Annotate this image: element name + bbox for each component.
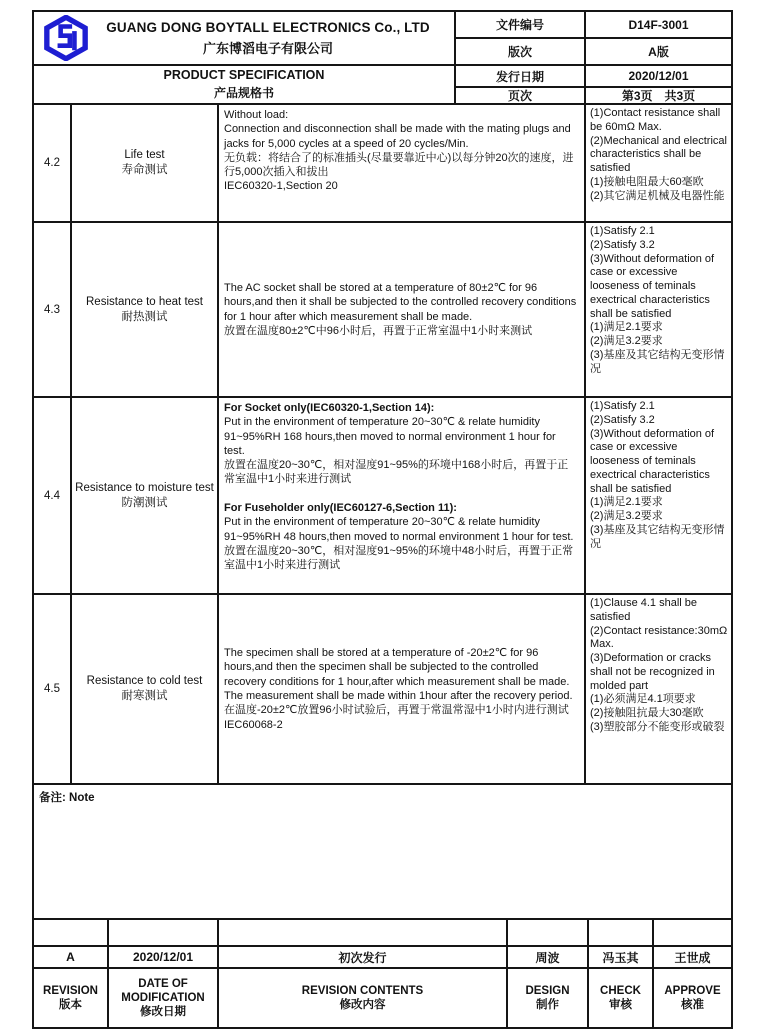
criteria-line: (3)Without deformation of case or excessive looseness of teminals exectrical characteristics shall be satisfied <box>590 252 715 320</box>
description-line: For Fuseholder only(IEC60127-6,Section 11): <box>224 502 457 515</box>
criteria-line: (3)基座及其它结构无变形情况 <box>590 523 725 550</box>
description-line: Connection and disconnection shall be made with the mating plugs and jacks for 5,000 cycles at a speed of 20 cycles/Min. <box>224 123 571 150</box>
criteria-line: (2)满足3.2要求 <box>590 335 663 347</box>
revision-contents: 初次发行 <box>219 947 508 969</box>
revision-header-line: 制作 <box>536 999 559 1011</box>
spec-test-row <box>34 223 731 398</box>
revision-header-cell <box>219 969 508 1027</box>
description-line: IEC60068-2 <box>224 718 283 731</box>
revision-header-line: REVISION <box>43 984 98 997</box>
test-name-zh: 耐寒测试 <box>121 690 168 702</box>
revision-empty-cell <box>654 920 731 947</box>
criteria-line: (1)满足2.1要求 <box>590 496 663 509</box>
spec-test-row <box>34 105 731 223</box>
company-name-zh: 广东博滔电子有限公司 <box>202 40 333 56</box>
description-line <box>224 487 578 501</box>
test-name <box>72 223 219 396</box>
criteria-line: (2)满足3.2要求 <box>590 510 663 522</box>
criteria-line: (1)满足2.1要求 <box>590 321 663 334</box>
spec-test-row <box>34 398 731 595</box>
revision-header-cell <box>34 969 109 1027</box>
revision-table <box>34 920 731 1027</box>
criteria-line: (1)Satisfy 2.1 <box>590 225 655 237</box>
test-description <box>219 223 586 396</box>
description-line: 在温度-20±2℃放置96小时试验后，再置于常温常湿中1小时内进行测试 <box>224 704 569 717</box>
revision-header-line: REVISION CONTENTS <box>301 984 424 997</box>
criteria-line: (3)Deformation or cracks shall not be recognized in molded part <box>590 652 715 692</box>
test-number: 4.3 <box>34 223 72 396</box>
test-number: 4.4 <box>34 398 72 593</box>
revision-header-cell <box>654 969 731 1027</box>
test-name-en: Resistance to moisture test <box>75 481 214 494</box>
test-name-zh: 寿命测试 <box>121 164 168 176</box>
description-line: IEC60320-1,Section 20 <box>224 180 338 193</box>
revision-header-cell <box>589 969 654 1027</box>
header-field-label: 文件编号 <box>456 12 586 39</box>
test-name-en: Resistance to heat test <box>86 295 203 308</box>
header-field-label: 版次 <box>456 39 586 66</box>
criteria-line: (1)Contact resistance shall be 60mΩ Max. <box>590 107 721 133</box>
test-criteria <box>586 223 731 396</box>
test-description <box>219 398 586 593</box>
revision-header-line: CHECK <box>600 984 641 997</box>
spec-document-page <box>32 10 733 1029</box>
description-line: The AC socket shall be stored at a temperature of 80±2℃ for 96 hours,and then it shall be subjected to the controlled recovery conditions for 1 hour after which measurement shall be made. <box>224 281 577 323</box>
criteria-line: (2)Satisfy 3.2 <box>590 238 655 251</box>
revision-header-cell <box>109 969 219 1027</box>
criteria-line: (3)Without deformation of case or excessive looseness of teminals exectrical characteristics shall be satisfied <box>590 427 715 495</box>
header-field-label: 页次 <box>456 88 586 103</box>
test-number: 4.5 <box>34 595 72 783</box>
test-criteria <box>586 398 731 593</box>
test-name <box>72 398 219 593</box>
description-line: For Socket only(IEC60320-1,Section 14): <box>224 402 435 414</box>
revision-empty-cell <box>109 920 219 947</box>
description-line: 无负载：将结合了的标准插头(尽量要靠近中心)以每分钟20次的速度，进行5,000次插入和拔出 <box>224 151 574 179</box>
description-line: 放置在温度80±2℃中96小时后，再置于正常室温中1小时来测试 <box>224 324 533 337</box>
header-field-label: 发行日期 <box>456 66 586 88</box>
test-criteria <box>586 595 731 783</box>
approve-name: 王世成 <box>654 947 731 969</box>
company-name-en: GUANG DONG BOYTALL ELECTRONICS Co., LTD <box>106 19 430 35</box>
criteria-line: (2)Contact resistance:30mΩ Max. <box>590 624 728 651</box>
test-name <box>72 595 219 783</box>
revision-header-line: 版本 <box>59 999 82 1011</box>
revision-empty-cell <box>34 920 109 947</box>
description-line: The specimen shall be stored at a temperature of -20±2℃ for 96 hours,and then the specimen shall be subjected to the controlled recovery conditions for 1 hour,after which measurement shall be made. <box>224 647 570 688</box>
criteria-line: (1)接触电阻最大60毫欧 <box>590 175 704 188</box>
criteria-line: (2)Satisfy 3.2 <box>590 413 655 426</box>
header-fields-table <box>456 12 731 103</box>
criteria-line: (2)接触阻抗最大30毫欧 <box>590 707 704 719</box>
criteria-line: (3)塑胶部分不能变形或破裂 <box>590 720 725 733</box>
test-name <box>72 105 219 221</box>
company-block <box>34 12 454 66</box>
criteria-line: (3)基座及其它结构无变形情况 <box>590 348 725 375</box>
description-line: Put in the environment of temperature 20~30℃ & relate humidity 91~95%RH 48 hours,then moved to normal environment 1 hour for test. <box>224 516 574 543</box>
description-line: 放置在温度20~30℃，相对湿度91~95%的环境中48小时后，再置于正常室温中1小时来进行测试 <box>224 544 574 572</box>
test-name-en: Resistance to cold test <box>86 675 203 688</box>
header-field-value: 第3页 共3页 <box>621 89 696 103</box>
test-name-zh: 耐热测试 <box>121 310 168 323</box>
revision-header-line: DATE OF <box>138 977 188 990</box>
check-name: 冯玉其 <box>589 947 654 969</box>
note-label: 备注: Note <box>39 792 95 804</box>
criteria-line: (1)Clause 4.1 shall be satisfied <box>590 597 698 623</box>
doc-title-zh: 产品规格书 <box>213 86 274 100</box>
revision-empty-cell <box>589 920 654 947</box>
criteria-line: (2)其它满足机械及电器性能 <box>590 189 725 202</box>
test-criteria <box>586 105 731 221</box>
revision-header-line: 核准 <box>681 999 704 1011</box>
spec-test-row <box>34 595 731 785</box>
note-section <box>34 785 731 920</box>
header-field-value: 2020/12/01 <box>586 66 731 88</box>
revision-value: A <box>34 947 109 969</box>
criteria-line: (2)Mechanical and electrical characteristics shall be satisfied <box>590 134 727 174</box>
description-line: Without load: <box>224 109 289 121</box>
revision-header-line: 修改内容 <box>339 999 386 1011</box>
revision-header-line: APPROVE <box>664 984 721 997</box>
header-left-section <box>34 12 456 103</box>
revision-empty-cell <box>508 920 589 947</box>
revision-header-line: DESIGN <box>525 984 570 997</box>
test-number: 4.2 <box>34 105 72 221</box>
spec-test-table <box>34 105 731 785</box>
modification-date: 2020/12/01 <box>109 947 219 969</box>
description-line: The measurement shall be made within 1hour after the recovery period. <box>224 690 573 702</box>
revision-header-line: 修改日期 <box>140 1006 186 1018</box>
test-description <box>219 595 586 783</box>
header-field-value: D14F-3001 <box>586 12 731 39</box>
description-line: 放置在温度20~30℃，相对湿度91~95%的环境中168小时后，再置于正常室温中1小时来进行测试 <box>224 459 569 486</box>
header-field-value: A版 <box>586 39 731 66</box>
description-line: Put in the environment of temperature 20~30℃ & relate humidity 91~95%RH 168 hours,then moved to normal environment 1 hour for test. <box>224 416 556 457</box>
document-title-block <box>34 66 454 103</box>
company-name <box>92 20 454 57</box>
revision-header-cell <box>508 969 589 1027</box>
document-header <box>34 12 731 105</box>
test-name-zh: 防潮测试 <box>121 496 168 509</box>
test-name-en: Life test <box>124 149 165 162</box>
revision-header-line: 审核 <box>609 999 632 1011</box>
criteria-line: (1)必须满足4.1项要求 <box>590 693 696 706</box>
revision-header-line: MODIFICATION <box>121 991 205 1004</box>
doc-title-en: PRODUCT SPECIFICATION <box>163 68 325 82</box>
criteria-line: (1)Satisfy 2.1 <box>590 400 655 412</box>
test-description <box>219 105 586 221</box>
design-name: 周波 <box>508 947 589 969</box>
company-cube-logo-icon <box>40 15 92 61</box>
revision-empty-cell <box>219 920 508 947</box>
